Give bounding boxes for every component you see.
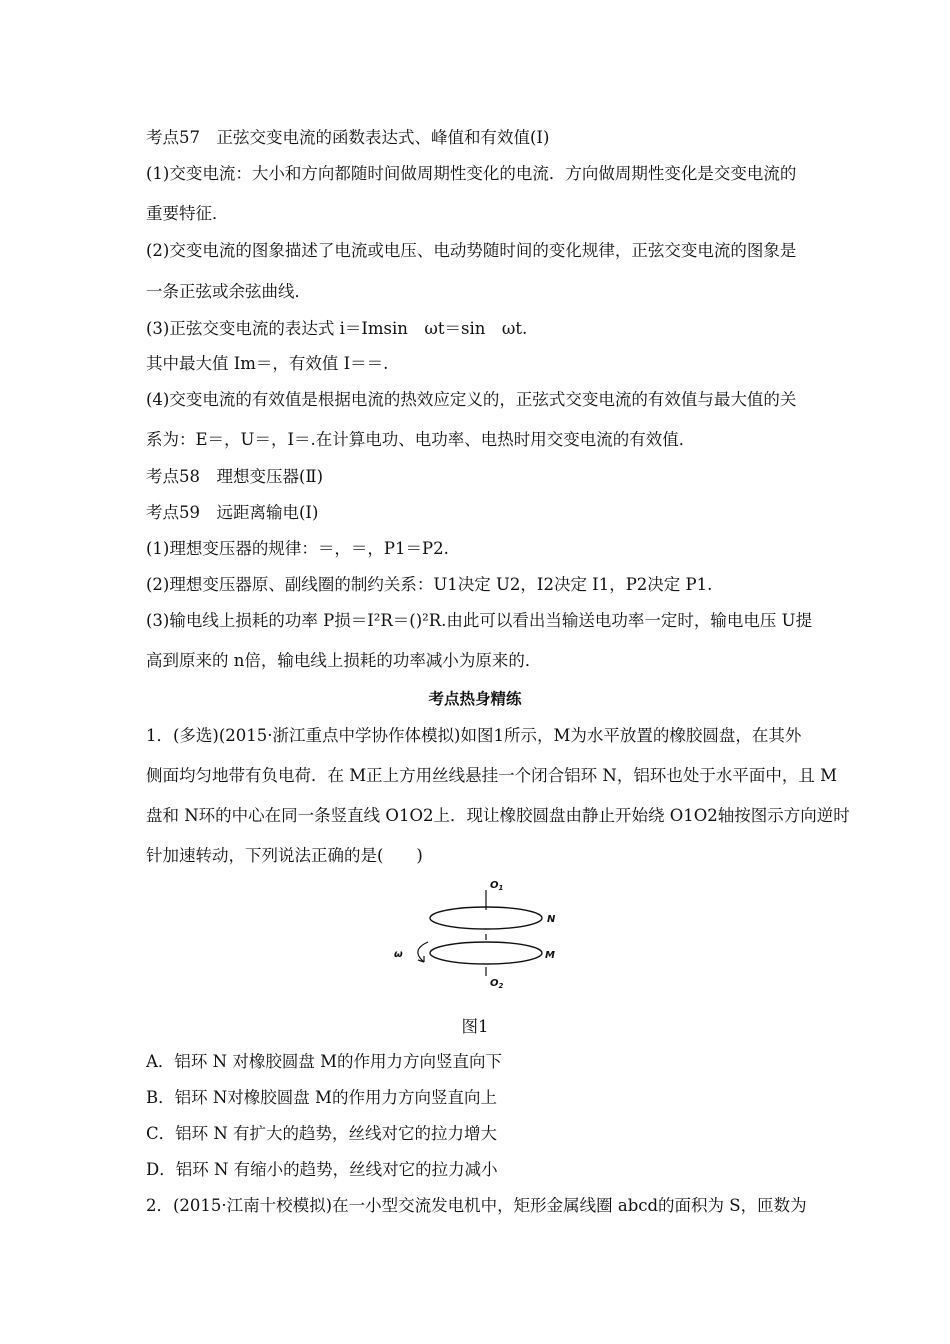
- formula-line: (3)正弦交变电流的表达式 i＝Imsin ωt＝sin ωt.: [146, 319, 528, 338]
- question-1-line: 盘和 N环的中心在同一条竖直线 O1O2上．现让橡胶圆盘由静止开始绕 O1O2轴按图示方向逆时: [146, 806, 850, 825]
- text-line: (3)输电线上损耗的功率 P损＝I²R＝()²R.由此可以看出当输送电功率一定时，输电电压 U提: [146, 611, 813, 630]
- option-b: B．铝环 N对橡胶圆盘 M的作用力方向竖直向上: [146, 1088, 497, 1107]
- question-1-line: 1．(多选)(2015·浙江重点中学协作体模拟)如图1所示，M为水平放置的橡胶圆盘，在其外: [146, 726, 802, 745]
- label-omega: ω: [394, 949, 403, 960]
- figure-rings-diagram: [380, 872, 570, 988]
- text-line: (4)交变电流的有效值是根据电流的热效应定义的，正弦式交变电流的有效值与最大值的关: [146, 390, 797, 409]
- label-m: M: [545, 950, 555, 961]
- question-1-line: 侧面均匀地带有负电荷．在 M正上方用丝线悬挂一个闭合铝环 N，铝环也处于水平面中，且 M: [146, 766, 837, 785]
- text-line: 高到原来的 n倍，输电线上损耗的功率减小为原来的．: [146, 651, 542, 670]
- text-line: (2)交变电流的图象描述了电流或电压、电动势随时间的变化规律，正弦交变电流的图象是: [146, 241, 797, 260]
- text-line: (1)理想变压器的规律：＝，＝，P1＝P2.: [146, 539, 449, 558]
- section-heading: 考点热身精练: [428, 690, 522, 708]
- text-line: 系为：E＝，U＝，I＝.在计算电功、电功率、电热时用交变电流的有效值．: [146, 430, 696, 449]
- text-line: 重要特征．: [146, 204, 229, 223]
- label-o1: $O_1$: [490, 880, 504, 892]
- option-d: D．铝环 N 有缩小的趋势，丝线对它的拉力减小: [146, 1160, 498, 1179]
- topic-59-heading: 考点59 远距离输电(Ⅰ): [146, 503, 319, 522]
- question-1-line: 针加速转动，下列说法正确的是( ): [146, 846, 423, 865]
- topic-58-heading: 考点58 理想变压器(Ⅱ): [146, 467, 324, 486]
- text-line: (1)交变电流：大小和方向都随时间做周期性变化的电流．方向做周期性变化是交变电流的: [146, 164, 797, 183]
- formula-line: 其中最大值 Im＝，有效值 I＝＝.: [146, 354, 389, 373]
- figure-caption: 图1: [461, 1017, 489, 1036]
- option-a: A．铝环 N 对橡胶圆盘 M的作用力方向竖直向下: [146, 1052, 502, 1071]
- question-2-line: 2．(2015·江南十校模拟)在一小型交流发电机中，矩形金属线圈 abcd的面积为 S，匝数为: [146, 1196, 807, 1215]
- text-line: 一条正弦或余弦曲线．: [146, 282, 311, 301]
- label-n: N: [547, 914, 556, 925]
- ring-n: [430, 907, 542, 929]
- text-line: (2)理想变压器原、副线圈的制约关系：U1决定 U2，I2决定 I1，P2决定 P1.: [146, 575, 713, 594]
- topic-57-heading: 考点57 正弦交变电流的函数表达式、峰值和有效值(Ⅰ): [146, 128, 550, 147]
- option-c: C．铝环 N 有扩大的趋势，丝线对它的拉力增大: [146, 1124, 498, 1143]
- disc-m: [430, 942, 542, 964]
- rotation-arrow: [418, 942, 428, 962]
- label-o2: $O_2$: [490, 978, 504, 988]
